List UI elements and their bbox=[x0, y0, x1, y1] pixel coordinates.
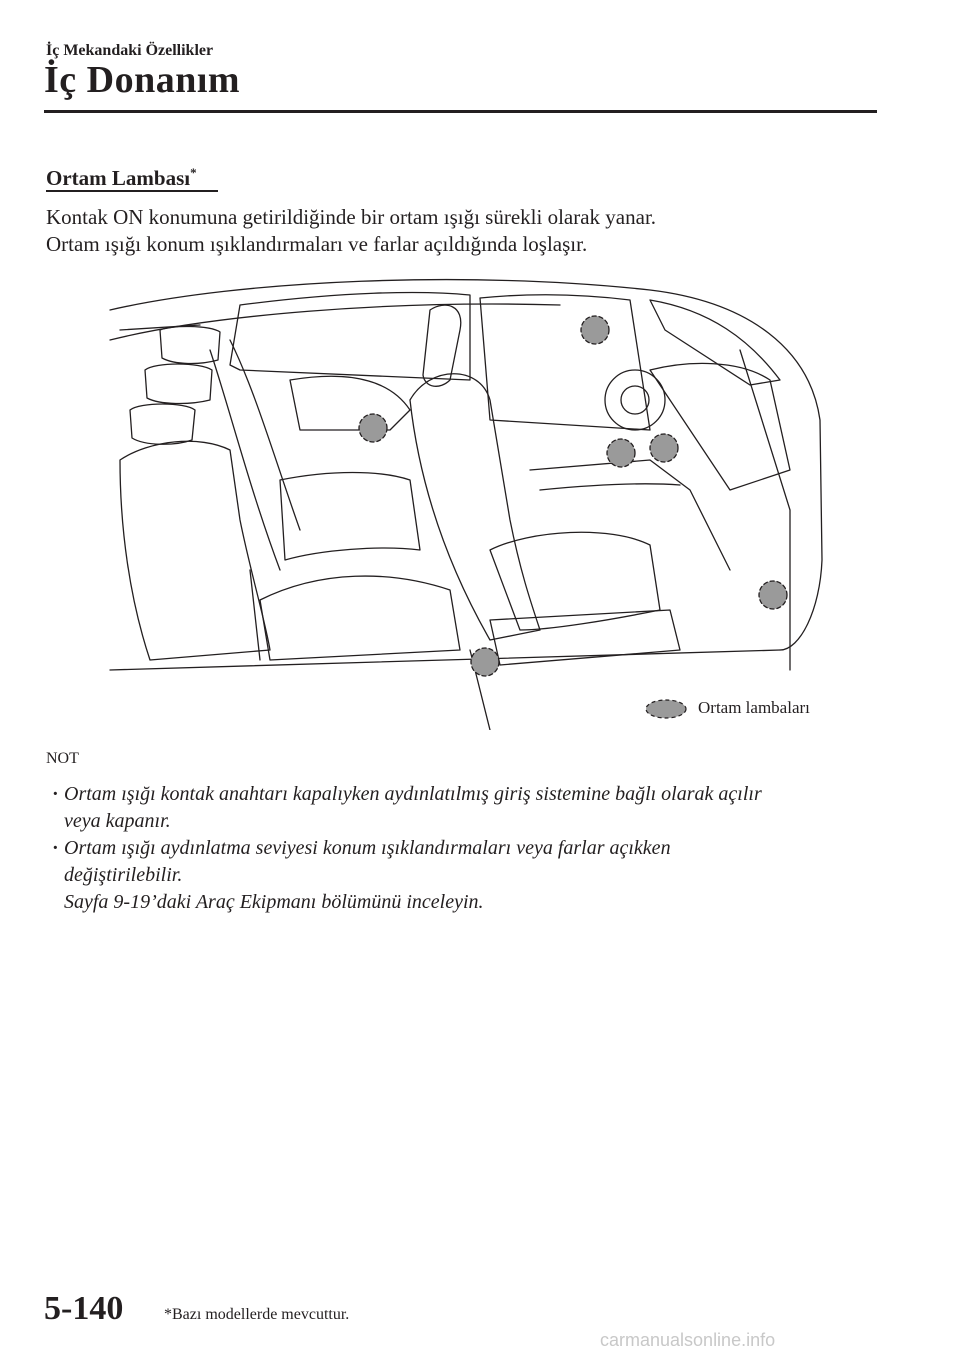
subheading bbox=[46, 165, 197, 191]
note-text-line: Sayfa 9-19’daki Araç Ekipmanı bölümünü inceleyin. bbox=[64, 891, 484, 913]
car-interior-illustration bbox=[90, 270, 850, 730]
title-divider bbox=[44, 110, 877, 113]
bullet: · bbox=[52, 837, 59, 859]
availability-mark: * bbox=[190, 165, 197, 180]
subheading-text: Ortam Lambası bbox=[46, 166, 191, 190]
watermark: carmanualsonline.info bbox=[600, 1330, 776, 1350]
section-label: İç Mekandaki Özellikler bbox=[46, 42, 214, 59]
footnote: *Bazı modellerde mevcuttur. bbox=[164, 1306, 350, 1323]
note-text-line: Ortam ışığı aydınlatma seviyesi konum ışıklandırmaları veya farlar açıkken bbox=[64, 837, 671, 859]
bullet: · bbox=[52, 783, 59, 805]
ambient-lamp-legend-icon bbox=[644, 698, 688, 720]
note-heading: NOT bbox=[46, 750, 79, 767]
page-title: İç Donanım bbox=[44, 59, 241, 101]
note-text-line: veya kapanır. bbox=[64, 810, 171, 832]
note-text-line: Ortam ışığı kontak anahtarı kapalıyken aydınlatılmış giriş sistemine bağlı olarak açılır bbox=[64, 783, 762, 805]
subheading-underline bbox=[46, 190, 218, 192]
page-number: 5-140 bbox=[44, 1290, 124, 1327]
note-text-line: değiştirilebilir. bbox=[64, 864, 183, 886]
body-paragraph-line: Ortam ışığı konum ışıklandırmaları ve farlar açıldığında loşlaşır. bbox=[46, 232, 588, 256]
body-paragraph-line: Kontak ON konumuna getirildiğinde bir ortam ışığı sürekli olarak yanar. bbox=[46, 205, 657, 229]
legend-label: Ortam lambaları bbox=[698, 698, 810, 717]
